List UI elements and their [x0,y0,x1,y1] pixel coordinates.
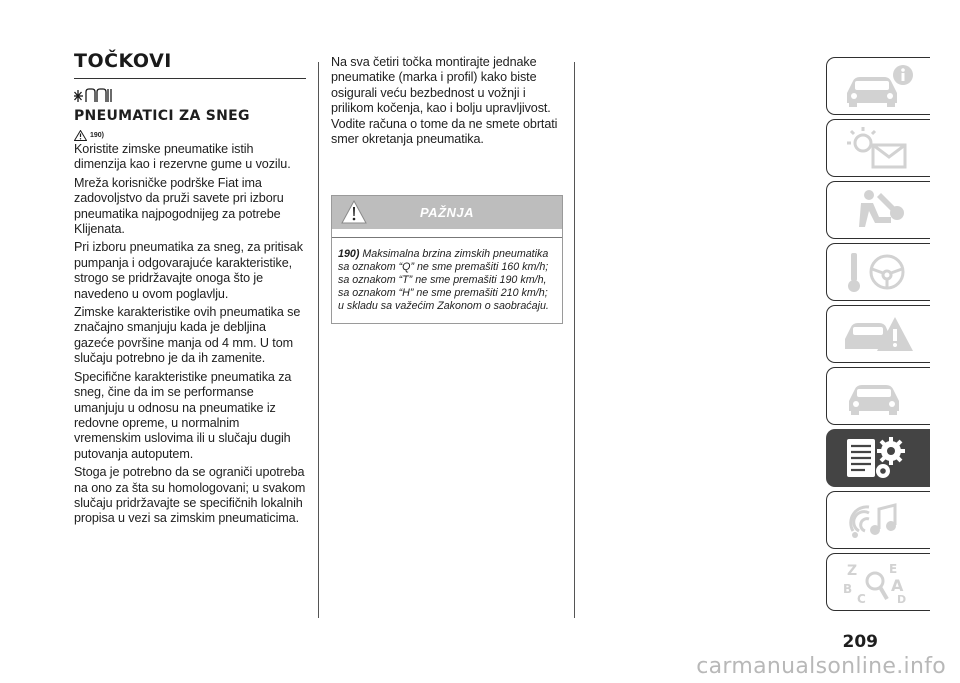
tab-multimedia[interactable] [826,491,930,549]
watermark: carmanualsonline.info [696,654,946,679]
warning-title: PAŽNJA [419,205,475,220]
snow-tire-icon [74,87,306,105]
left-column [74,50,306,527]
tab-technical-data[interactable] [826,429,930,487]
car-warning-icon [839,311,919,357]
paragraph: Pri izboru pneumatika za sneg, za pritisak pumpanja i odgovarajuće karakteristike, strogo se pridržavajte onoga što je navedeno u ovom poglavlju. [74,240,303,301]
car-service-icon [839,373,919,419]
warning-text [332,237,562,313]
warning-reference [74,129,306,141]
warning-body: Maksimalna brzina zimskih pneumatika sa oznakom “Q” ne sme premašiti 160 km/h; sa oznakom “T” ne sme premašiti 190 km/h, sa oznakom “H” ne sme premašiti 210 km/h; u skladu sa važećim Zakonom o saobraćaju. [338,248,549,312]
tab-safety[interactable] [826,181,930,239]
paragraph: Zimske karakteristike ovih pneumatika se značajno smanjuju kada je debljina gazeće površine manja od 4 mm. U tom slučaju potrebno je da ih zamenite. [74,305,301,366]
alphabetical-index-icon [839,559,919,605]
lights-message-icon [839,125,919,171]
specs-gears-icon [839,435,919,481]
section-title: TOČKOVI [74,50,172,72]
tab-lights-messages[interactable] [826,119,930,177]
car-info-icon [839,63,919,109]
middle-column [331,55,563,147]
svg-text:E: E [888,562,897,576]
tab-starting-driving[interactable] [826,243,930,301]
column-divider [574,62,575,618]
svg-text:C: C [856,592,866,605]
airbag-seat-icon [839,187,919,233]
warning-number: 190) [338,248,360,260]
tab-index[interactable] [826,553,930,611]
tab-car-info[interactable] [826,57,930,115]
paragraph: Koristite zimske pneumatike istih dimenzija kao i rezervne gume u vozilu. [74,142,291,172]
svg-text:B: B [842,582,852,596]
warning-reference-number: 190) [90,131,105,139]
title-divider [74,78,306,79]
svg-text:D: D [896,593,906,605]
subsection-title: PNEUMATICI ZA SNEG [74,108,250,124]
warning-box [331,195,563,324]
paragraph: Specifične karakteristike pneumatika za sneg, čine da im se performanse umanjuju u odnosu na pneumatike iz redovne opreme, u normalnim vremenskim uslovima ili u slučaju dugih putovanja autoputem. [74,369,292,461]
warning-triangle-icon [74,130,87,141]
key-steering-wheel-icon [839,249,919,295]
multimedia-icon [839,497,919,543]
tab-emergency[interactable] [826,305,930,363]
paragraph: Stoga je potrebno da se ograniči upotreba na ono za šta su homologovani; u svakom slučaju pridržavajte se specifičnih lokalnih propisa u vezi sa zimskim pneumaticima. [74,465,306,526]
svg-text:A: A [890,576,903,595]
column-divider [318,62,319,618]
svg-text:Z: Z [846,563,857,579]
page-number: 209 [842,632,878,652]
paragraph: Mreža korisničke podrške Fiat ima zadovoljstvo da pruži savete pri izboru pneumatika najpogodnijeg za potrebe Klijenata. [74,175,284,237]
paragraph: Na sva četiri točka montirajte jednake pneumatike (marka i profil) kako biste osigurali veću bezbednost u vožnji i prilikom kočenja, kao i bolju upravljivost. Vodite računa o tome da ne smete obrtati smer okretanja pneumatika. [331,55,558,147]
warning-header [332,196,562,229]
tab-maintenance[interactable] [826,367,930,425]
